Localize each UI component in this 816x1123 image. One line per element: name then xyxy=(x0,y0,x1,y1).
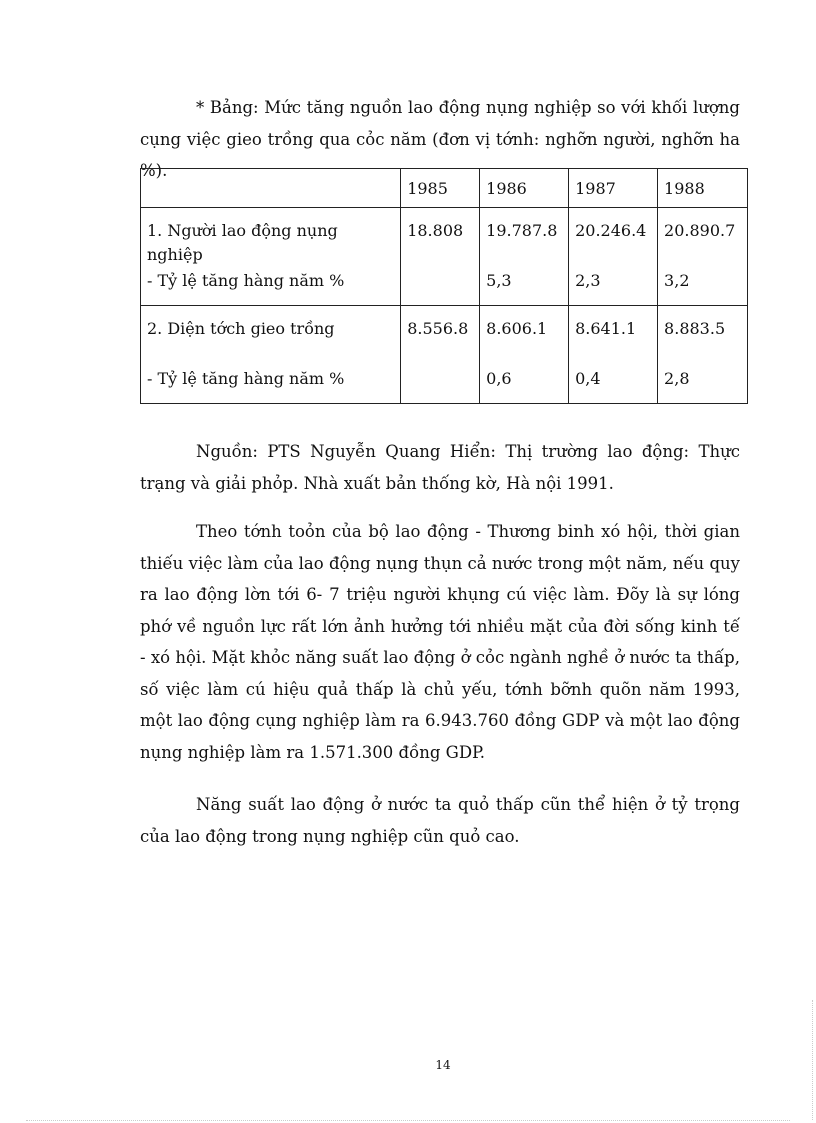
value: 19.787.8 xyxy=(486,221,558,240)
row-label: 1. Người lao động nụng nghiệp xyxy=(147,221,338,264)
margin-divider xyxy=(812,1000,813,1120)
body-paragraph: Năng suất lao động ở nước ta quỏ thấp cũn thể hiện ở tỷ trọng của lao động trong nụng nghiệp cũn quỏ cao. xyxy=(140,795,740,846)
footer-divider xyxy=(26,1120,790,1121)
value-cell xyxy=(480,306,569,404)
year-header: 1987 xyxy=(569,169,658,208)
table-caption: * Bảng: Mức tăng nguồn lao động nụng nghiệp so với khối lượng cụng việc gieo trồng qua cỏc năm (đơn vị tớnh: nghỡn người, nghỡn ha %). xyxy=(140,98,740,180)
value-cell xyxy=(401,306,480,404)
value-cell xyxy=(569,306,658,404)
labor-table xyxy=(140,168,748,404)
value-cell xyxy=(401,208,480,306)
value: 20.890.7 xyxy=(664,221,736,240)
page-number: 14 xyxy=(435,1058,451,1072)
year-header: 1985 xyxy=(401,169,480,208)
year-header: 1988 xyxy=(658,169,748,208)
rate-value: 5,3 xyxy=(486,271,512,290)
header-empty-cell xyxy=(141,169,401,208)
value: 18.808 xyxy=(407,221,464,240)
value-cell xyxy=(480,208,569,306)
year-header: 1986 xyxy=(480,169,569,208)
row-sub-label: - Tỷ lệ tăng hàng năm % xyxy=(147,271,345,290)
value: 8.606.1 xyxy=(486,319,548,338)
source-citation: Nguồn: PTS Nguyễn Quang Hiển: Thị trường lao động: Thực trạng và giải phỏp. Nhà xuất bản thống kờ, Hà nội 1991. xyxy=(140,442,740,493)
row-label-cell xyxy=(141,208,401,306)
rate-value: 3,2 xyxy=(664,271,690,290)
value: 8.883.5 xyxy=(664,319,726,338)
table-row xyxy=(141,208,748,306)
row-label-cell xyxy=(141,306,401,404)
rate-value: 0,6 xyxy=(486,369,512,388)
table-header-row xyxy=(141,169,748,208)
rate-value: 2,3 xyxy=(575,271,601,290)
table-row xyxy=(141,306,748,404)
body-paragraph: Theo tớnh toỏn của bộ lao động - Thương binh xó hội, thời gian thiếu việc làm của lao động nụng thụn cả nước trong một năm, nếu quy ra lao động lờn tới 6- 7 triệu người khụng cú việc làm. Đõy là sự lóng phớ về nguồn lực rất lớn ảnh hưởng tới nhiều mặt của đời sống kinh tế - xó hội. Mặt khỏc năng suất lao động ở cỏc ngành nghề ở nước ta thấp, số việc làm cú hiệu quả thấp là chủ yếu, tớnh bỡnh quõn năm 1993, một lao động cụng nghiệp làm ra 6.943.760 đồng GDP và một lao động nụng nghiệp làm ra 1.571.300 đồng GDP. xyxy=(140,522,740,762)
row-label: 2. Diện tớch gieo trồng xyxy=(147,319,335,338)
value: 20.246.4 xyxy=(575,221,647,240)
rate-value: 0,4 xyxy=(575,369,601,388)
value-cell xyxy=(658,208,748,306)
value-cell xyxy=(569,208,658,306)
value: 8.641.1 xyxy=(575,319,637,338)
rate-value xyxy=(407,367,473,391)
value: 8.556.8 xyxy=(407,319,469,338)
value-cell xyxy=(658,306,748,404)
row-sub-label: - Tỷ lệ tăng hàng năm % xyxy=(147,369,345,388)
rate-value: 2,8 xyxy=(664,369,690,388)
rate-value xyxy=(407,269,473,293)
